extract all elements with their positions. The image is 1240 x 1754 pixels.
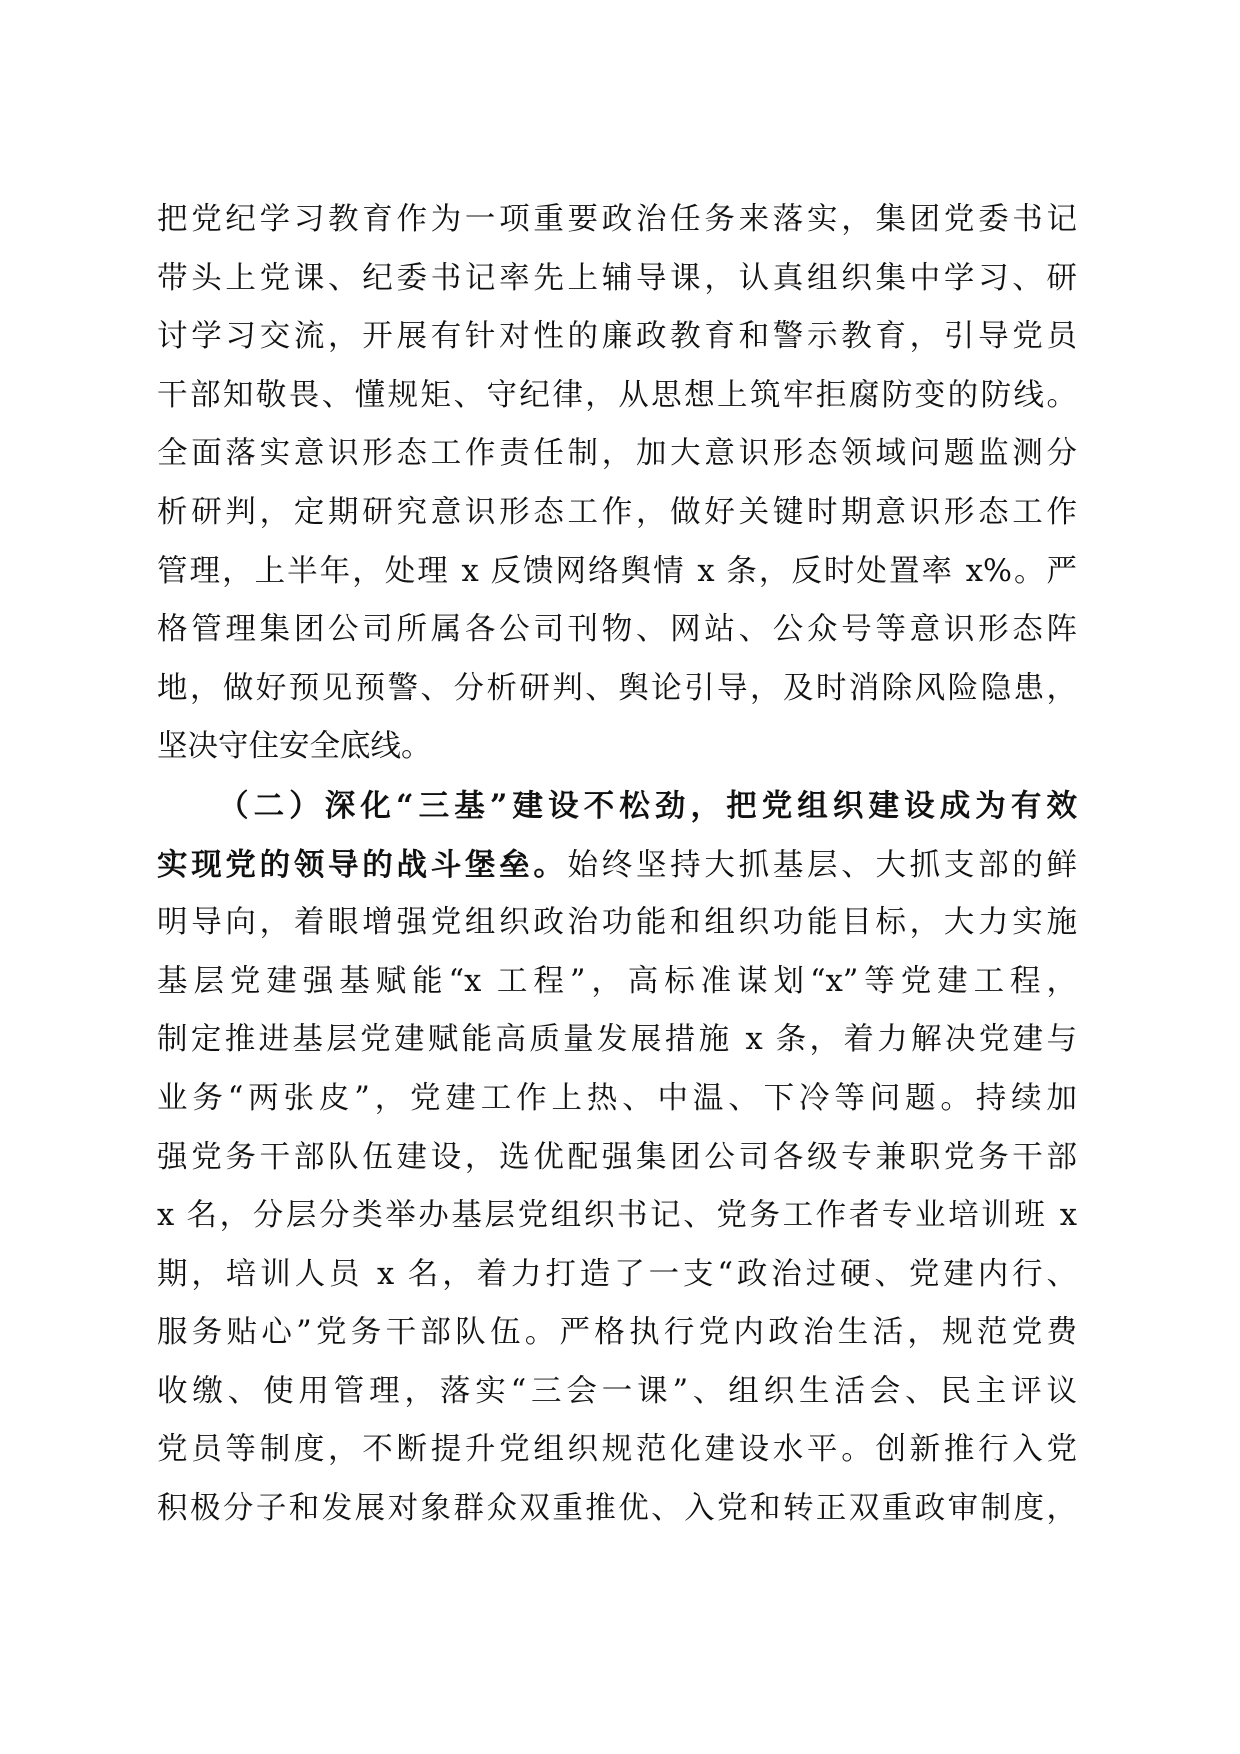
text-line: 地，做好预见预警、分析研判、舆论引导，及时消除风险隐患， (157, 670, 1077, 706)
text-line: 把党纪学习教育作为一项重要政治任务来落实，集团党委书记 (157, 202, 1077, 237)
document-body (157, 191, 1077, 1539)
text-line: x 名，分层分类举办基层党组织书记、党务工作者专业培训班 x (157, 1198, 1077, 1234)
text-line: 明导向，着眼增强党组织政治功能和组织功能目标，大力实施 (157, 905, 1077, 941)
text-line: 格管理集团公司所属各公司刊物、网站、公众号等意识形态阵 (157, 612, 1077, 648)
text-line: 干部知敬畏、懂规矩、守纪律，从思想上筑牢拒腐防变的防线。 (157, 377, 1077, 413)
text-line: 带头上党课、纪委书记率先上辅导课，认真组织集中学习、研 (157, 260, 1077, 296)
text-line: 业务“两张皮”，党建工作上热、中温、下冷等问题。持续加 (157, 1080, 1077, 1116)
text-line: 强党务干部队伍建设，选优配强集团公司各级专兼职党务干部 (157, 1139, 1077, 1175)
text-line: 讨学习交流，开展有针对性的廉政教育和警示教育，引导党员 (157, 319, 1077, 355)
text-run: 始终坚持大抓基层、大抓支部的鲜 (567, 847, 1078, 883)
text-line: 坚决守住安全底线。 (157, 729, 432, 765)
text-line: 制定推进基层党建赋能高质量发展措施 x 条，着力解决党建与 (157, 1022, 1077, 1058)
paragraph-2 (157, 777, 1077, 1539)
paragraph-1 (157, 191, 1077, 777)
text-line: 收缴、使用管理，落实“三会一课”、组织生活会、民主评议 (157, 1373, 1077, 1409)
text-line: 基层党建强基赋能“x 工程”，高标准谋划“x”等党建工程， (157, 963, 1077, 999)
text-line (157, 836, 1077, 895)
text-line: 期，培训人员 x 名，着力打造了一支“政治过硬、党建内行、 (157, 1256, 1077, 1292)
text-line: 服务贴心”党务干部队伍。严格执行党内政治生活，规范党费 (157, 1315, 1077, 1351)
text-line: 积极分子和发展对象群众双重推优、入党和转正双重政审制度， (157, 1491, 1077, 1527)
section-heading-continued: 实现党的领导的战斗堡垒。 (157, 846, 568, 883)
text-line: 管理，上半年，处理 x 反馈网络舆情 x 条，反时处置率 x%。严 (157, 553, 1077, 589)
text-line: 析研判，定期研究意识形态工作，做好关键时期意识形态工作 (157, 494, 1077, 530)
text-line: 党员等制度，不断提升党组织规范化建设水平。创新推行入党 (157, 1432, 1077, 1468)
section-heading: （二）深化“三基”建设不松劲，把党组织建设成为有效 (218, 787, 1077, 824)
text-line: 全面落实意识形态工作责任制，加大意识形态领域问题监测分 (157, 436, 1077, 472)
